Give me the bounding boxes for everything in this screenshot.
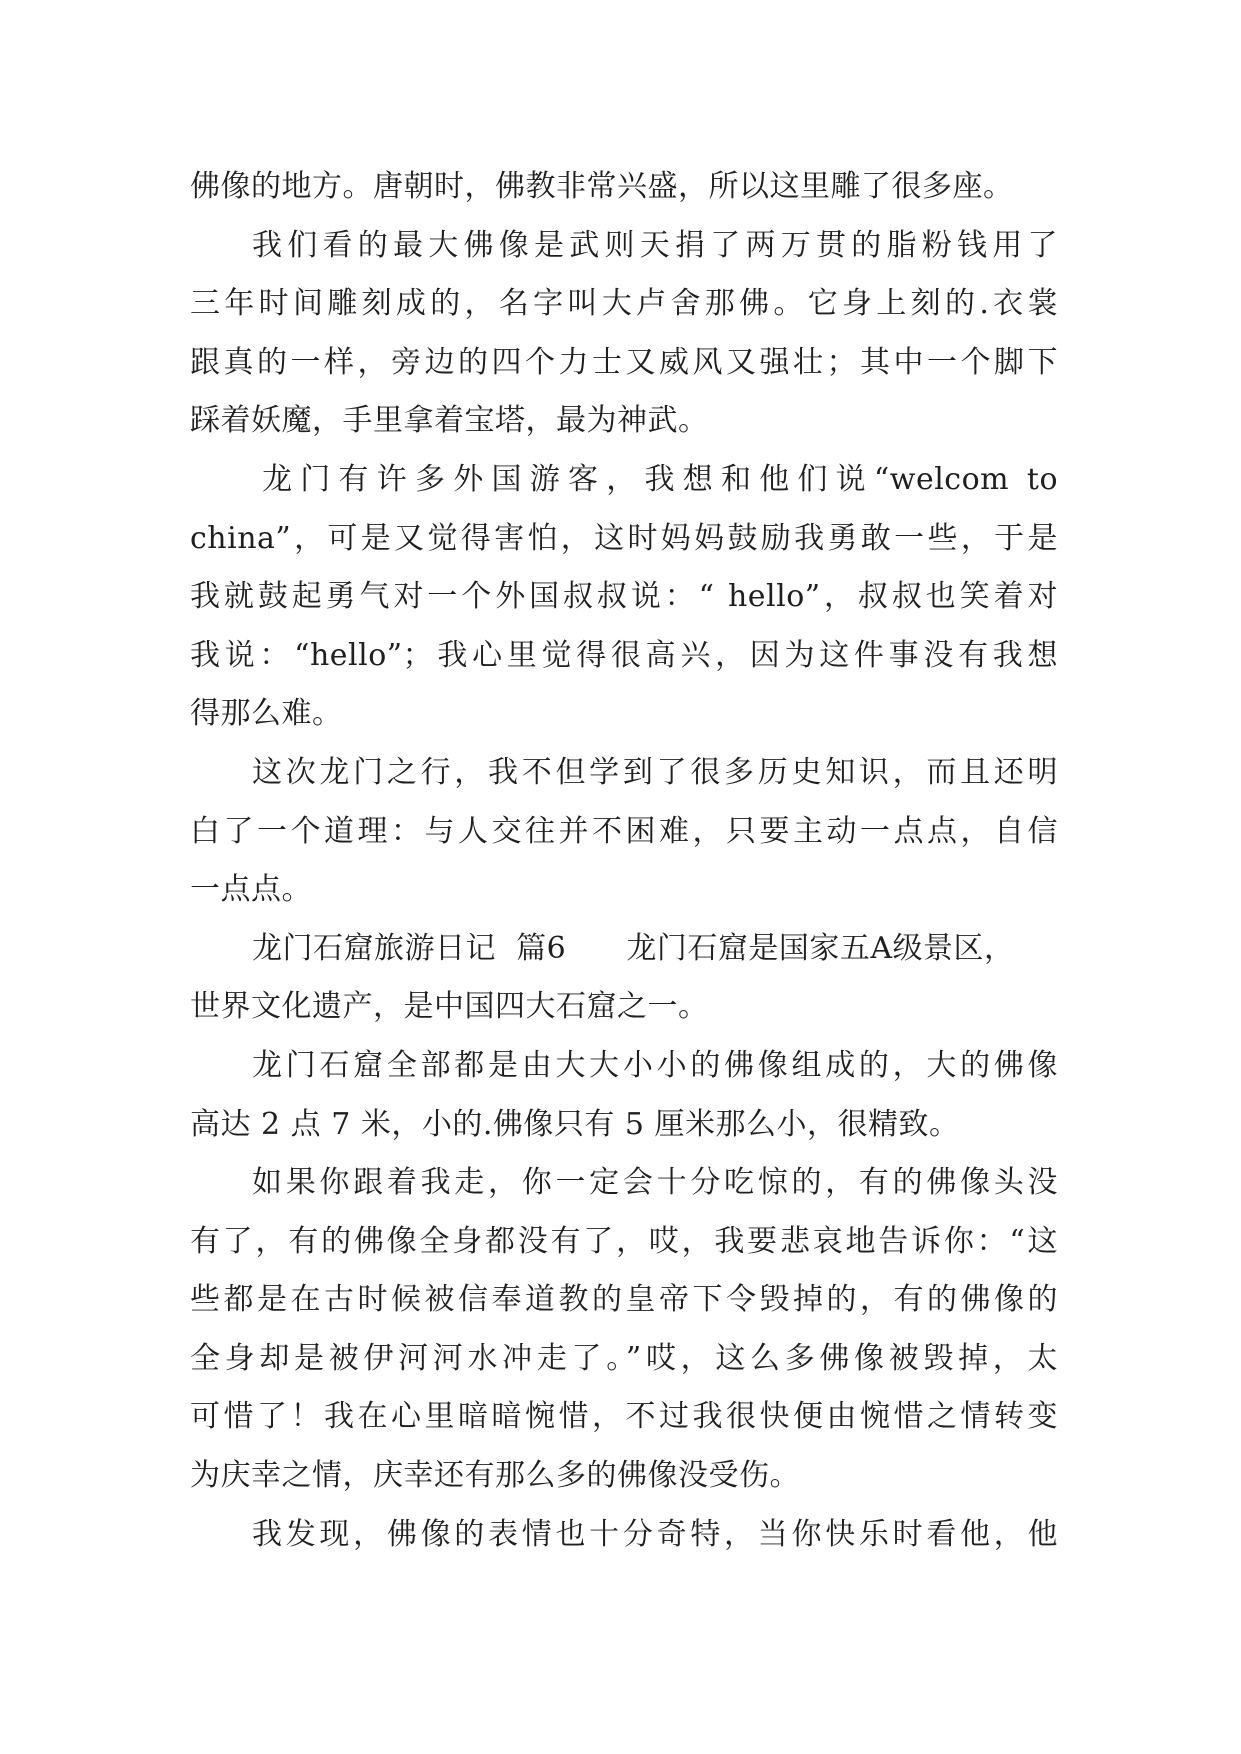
paragraph-start-line: 龙门石窟全部都是由大大小小的佛像组成的，大的佛像 xyxy=(252,1047,1058,1083)
paragraph-start-line: 这次龙门之行，我不但学到了很多历史知识，而且还明 xyxy=(252,754,1058,790)
text-line: 些都是在古时候被信奉道教的皇帝下令毁掉的，有的佛像的 xyxy=(190,1282,1058,1318)
text-line: 我就鼓起勇气对一个外国叔叔说：“ hello”，叔叔也笑着对 xyxy=(190,579,1058,615)
text-line: 踩着妖魔，手里拿着宝塔，最为神武。 xyxy=(190,403,709,439)
text-line: 得那么难。 xyxy=(190,696,343,732)
text-line: 有了，有的佛像全身都没有了，哎，我要悲哀地告诉你：“这 xyxy=(190,1223,1058,1259)
paragraph-start-line: 如果你跟着我走，你一定会十分吃惊的，有的佛像头没 xyxy=(252,1165,1058,1201)
text-line: 世界文化遗产，是中国四大石窟之一。 xyxy=(190,989,709,1025)
text-line: 一点点。 xyxy=(190,872,312,908)
text-line: 跟真的一样，旁边的四个力士又威风又强壮；其中一个脚下 xyxy=(190,344,1058,380)
paragraph-start-line: 龙门有许多外国游客，我想和他们说“welcom to xyxy=(262,461,1058,497)
text-line: 为庆幸之情，庆幸还有那么多的佛像没受伤。 xyxy=(190,1458,800,1494)
article-body xyxy=(190,158,1058,1564)
text-line: 三年时间雕刻成的，名字叫大卢舍那佛。它身上刻的.衣裳 xyxy=(190,286,1058,322)
section-heading-line: 龙门石窟旅游日记 篇6 龙门石窟是国家五A级景区， xyxy=(252,930,1015,966)
paragraph-start-line: 我们看的最大佛像是武则天捐了两万贯的脂粉钱用了 xyxy=(252,227,1058,263)
paragraph-start-line: 我发现，佛像的表情也十分奇特，当你快乐时看他，他 xyxy=(252,1516,1058,1552)
text-line: china”，可是又觉得害怕，这时妈妈鼓励我勇敢一些，于是 xyxy=(190,520,1058,556)
text-line: 高达 2 点 7 米，小的.佛像只有 5 厘米那么小，很精致。 xyxy=(190,1106,960,1142)
text-line: 我说：“hello”；我心里觉得很高兴，因为这件事没有我想 xyxy=(190,637,1058,673)
text-line: 白了一个道理：与人交往并不困难，只要主动一点点，自信 xyxy=(190,813,1058,849)
text-line: 全身却是被伊河河水冲走了。”哎，这么多佛像被毁掉，太 xyxy=(190,1340,1058,1376)
text-line: 可惜了！我在心里暗暗惋惜，不过我很快便由惋惜之情转变 xyxy=(190,1399,1058,1435)
text-line: 佛像的地方。唐朝时，佛教非常兴盛，所以这里雕了很多座。 xyxy=(190,169,1014,204)
